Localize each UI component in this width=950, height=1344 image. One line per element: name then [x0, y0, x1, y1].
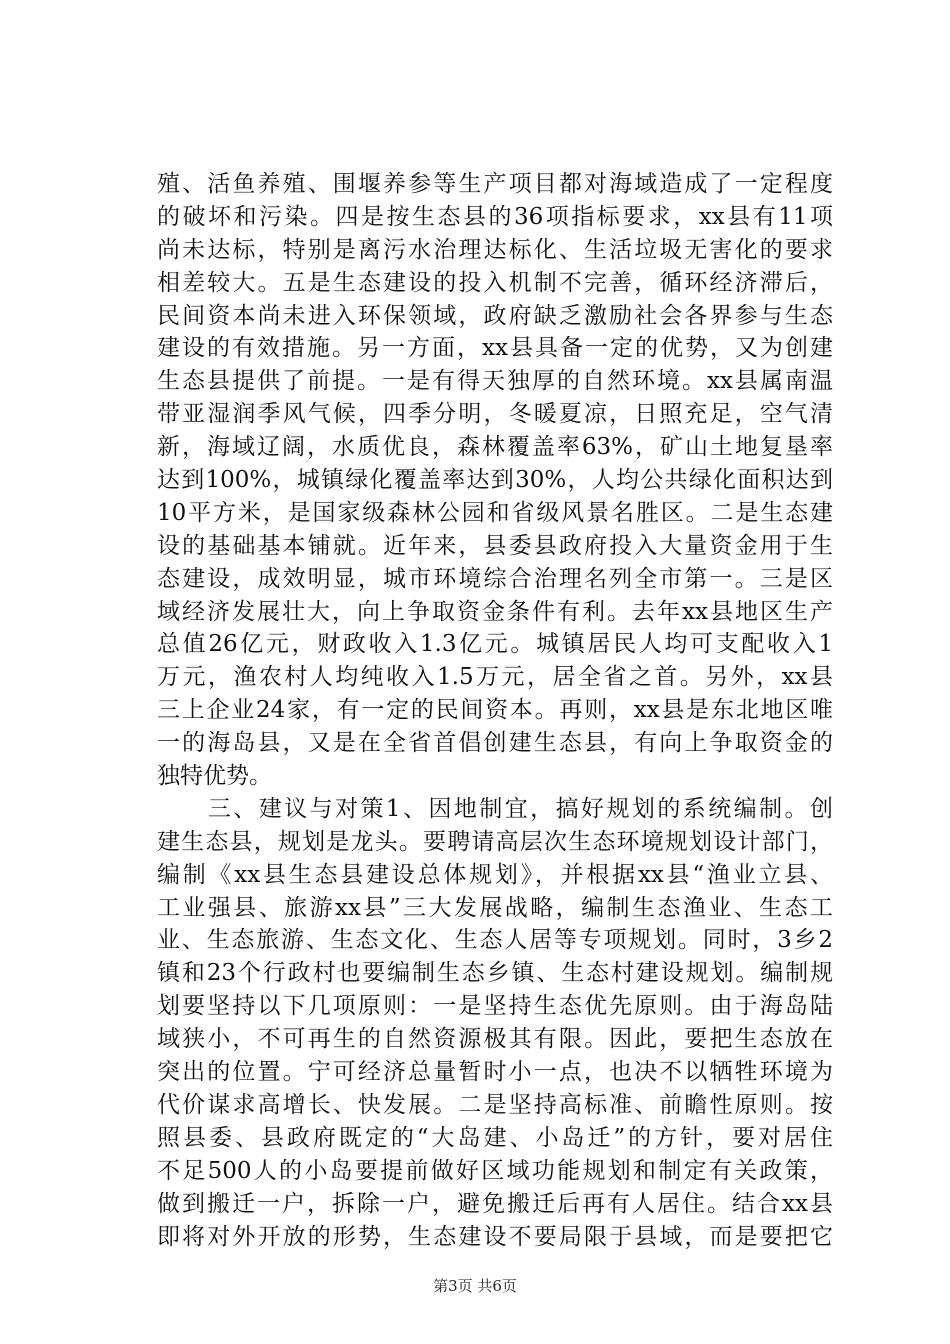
text-line: 殖、活鱼养殖、围堰养参等生产项目都对海域造成了一定程度	[157, 171, 833, 197]
text-line: 10平方米，是国家级森林公园和省级风景名胜区。二是生态建	[157, 499, 833, 526]
text-line: 建设的有效措施。另一方面，xx县具备一定的优势，又为创建	[157, 335, 833, 362]
text-line: 镇和23个行政村也要编制生态乡镇、生态村建设规划。编制规	[157, 960, 833, 987]
text-line: 态建设，成效明显，城市环境综合治理名列全市第一。三是区	[157, 565, 833, 592]
document-body	[157, 168, 833, 1253]
text-line: 编制《xx县生态县建设总体规划》，并根据xx县“渔业立县、	[157, 861, 833, 888]
text-line: 的破坏和污染。四是按生态县的36项指标要求，xx县有11项	[157, 203, 833, 230]
text-line: 总值26亿元，财政收入1.3亿元。城镇居民人均可支配收入1	[157, 631, 833, 658]
text-line: 设的基础基本铺就。近年来，县委县政府投入大量资金用于生	[157, 532, 833, 559]
page-number-footer: 第3页 共6页	[433, 1277, 517, 1295]
text-line: 达到100%，城镇绿化覆盖率达到30%，人均公共绿化面积达到	[157, 467, 833, 494]
text-line: 一的海岛县，又是在全省首倡创建生态县，有向上争取资金的	[157, 730, 833, 757]
section-heading-line: 三、建议与对策1、因地制宜，搞好规划的系统编制。创	[157, 795, 833, 822]
text-line: 业、生态旅游、生态文化、生态人居等专项规划。同时，3乡2	[157, 927, 833, 954]
text-line: 万元，渔农村人均纯收入1.5万元，居全省之首。另外，xx县	[157, 664, 833, 691]
text-line: 做到搬迁一户，拆除一户，避免搬迁后再有人居住。结合xx县	[157, 1190, 833, 1217]
text-line: 工业强县、旅游xx县”三大发展战略，编制生态渔业、生态工	[157, 894, 833, 921]
text-line: 相差较大。五是生态建设的投入机制不完善，循环经济滞后，	[157, 269, 833, 296]
text-line: 域狭小，不可再生的自然资源极其有限。因此，要把生态放在	[157, 1026, 833, 1053]
text-line: 代价谋求高增长、快发展。二是坚持高标准、前瞻性原则。按	[157, 1091, 833, 1118]
text-line: 民间资本尚未进入环保领域，政府缺乏激励社会各界参与生态	[157, 302, 833, 329]
text-line: 带亚湿润季风气候，四季分明，冬暖夏凉，日照充足，空气清	[157, 401, 833, 428]
text-line: 尚未达标，特别是离污水治理达标化、生活垃圾无害化的要求	[157, 236, 833, 263]
text-line: 即将对外开放的形势，生态建设不要局限于县域，而是要把它	[157, 1223, 833, 1250]
text-line: 突出的位置。宁可经济总量暂时小一点，也决不以牺牲环境为	[157, 1059, 833, 1086]
text-line: 划要坚持以下几项原则：一是坚持生态优先原则。由于海岛陆	[157, 993, 833, 1020]
text-line: 不足500人的小岛要提前做好区域功能规划和制定有关政策，	[157, 1157, 833, 1184]
paragraph-end-line: 独特优势。	[157, 763, 272, 790]
text-line: 新，海域辽阔，水质优良，森林覆盖率63%，矿山土地复垦率	[157, 434, 833, 461]
text-line: 三上企业24家，有一定的民间资本。再则，xx县是东北地区唯	[157, 697, 833, 724]
text-line: 建生态县，规划是龙头。要聘请高层次生态环境规划设计部门，	[157, 828, 833, 855]
text-line: 生态县提供了前提。一是有得天独厚的自然环境。xx县属南温	[157, 368, 833, 395]
text-line: 域经济发展壮大，向上争取资金条件有利。去年xx县地区生产	[157, 598, 833, 625]
text-line: 照县委、县政府既定的“大岛建、小岛迁”的方针，要对居住	[157, 1124, 833, 1151]
